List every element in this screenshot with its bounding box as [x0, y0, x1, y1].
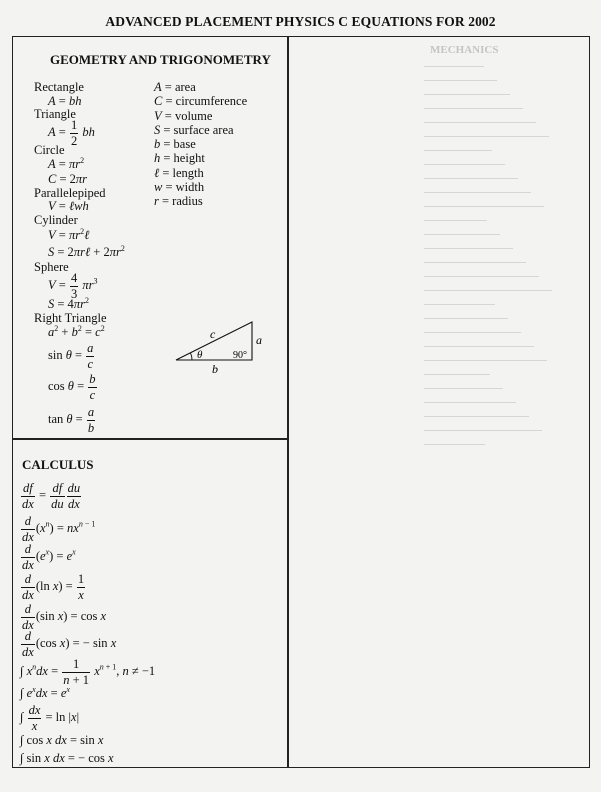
ghost-text-line — [424, 304, 495, 306]
ghost-text-line — [424, 122, 536, 124]
ghost-text-line — [424, 136, 549, 138]
ghost-text-line — [424, 108, 523, 110]
ghost-text-line — [424, 220, 487, 222]
legend-description: = length — [159, 165, 204, 180]
sphere-surface-eq: $S = 4\pi r^2$ — [48, 296, 89, 312]
legend-row — [154, 137, 247, 151]
ghost-text-line — [424, 402, 516, 404]
section-divider — [12, 438, 288, 440]
ghost-text-line — [424, 262, 526, 264]
sphere-volume-eq: V = $\frac{4}{3}$ $\pi r^3$ — [48, 271, 98, 301]
legend-description: = height — [160, 151, 205, 166]
legend-row — [154, 194, 247, 208]
cylinder-surface-eq: S = 2πrℓ + $2\pi r^2$ — [48, 244, 125, 260]
legend-row — [154, 94, 247, 108]
right-triangle-diagram — [170, 318, 270, 376]
legend-symbol: C — [154, 94, 163, 109]
geometry-heading: GEOMETRY AND TRIGONOMETRY — [50, 52, 271, 67]
faded-mechanics-heading: MECHANICS — [430, 44, 499, 56]
legend-description: = volume — [161, 108, 213, 123]
legend-symbol: S — [154, 122, 161, 137]
parallelepiped-volume-eq: V = ℓwh — [48, 199, 89, 213]
legend-symbol: h — [154, 151, 161, 166]
ghost-text-line — [424, 416, 529, 418]
legend-symbol: ℓ — [154, 165, 160, 180]
right-triangle-label: Right Triangle — [34, 311, 107, 325]
sin-derivative-eq: $\frac{d}{dx}$ (sin x) = cos x — [22, 602, 107, 632]
ghost-text-line — [424, 346, 534, 348]
ghost-text-line — [424, 66, 484, 68]
rectangle-label: Rectangle — [34, 80, 84, 94]
sin-integral-eq: ∫ sin x dx = − cos x — [20, 751, 114, 765]
ghost-text-line — [424, 206, 544, 208]
circle-area-eq: $A = \pi r^2$ — [48, 156, 85, 172]
ghost-text-line — [424, 94, 510, 96]
circle-label: Circle — [34, 143, 65, 157]
legend-description: = width — [162, 180, 205, 195]
ghost-text-line — [424, 178, 518, 180]
cylinder-volume-eq: $V = \pi r^2\ell$ — [48, 227, 90, 243]
pythagorean-eq: $a^2 + b^2 = c^2$ — [48, 324, 105, 340]
faded-mechanics-column — [296, 44, 586, 764]
ln-derivative-eq: $\frac{d}{dx}$ (ln x) = $\frac{1}{x}$ — [22, 572, 85, 602]
legend-description: = circumference — [162, 94, 248, 109]
legend-row — [154, 123, 247, 137]
theta-label: θ — [197, 349, 203, 361]
side-a-label: a — [256, 333, 262, 347]
ghost-text-line — [424, 444, 485, 446]
right-angle-label: 90° — [233, 350, 247, 361]
legend-row — [154, 180, 247, 194]
legend-row — [154, 151, 247, 165]
page-title: ADVANCED PLACEMENT PHYSICS C EQUATIONS FOR 2002 — [105, 14, 496, 29]
power-integral-eq: ∫ $x^ndx$ = $\frac{1}{n + 1}$ $x^{n + 1}$, n ≠ −1 — [20, 657, 156, 687]
ghost-text-line — [424, 318, 508, 320]
reciprocal-integral-eq: ∫ $\frac{dx}{x}$ = ln |x| — [20, 703, 80, 733]
ghost-text-line — [424, 374, 490, 376]
ghost-text-line — [424, 276, 539, 278]
cosine-eq: cos θ = $\frac{b}{c}$ — [48, 372, 96, 402]
ghost-text-line — [424, 290, 552, 292]
legend-row — [154, 166, 247, 180]
legend-symbol: r — [154, 194, 159, 209]
ghost-text-line — [424, 192, 531, 194]
legend-description: = radius — [158, 194, 203, 209]
rectangle-area-eq: A = bh — [48, 94, 82, 108]
ghost-text-line — [424, 430, 542, 432]
ghost-text-line — [424, 80, 497, 82]
sphere-label: Sphere — [34, 260, 69, 274]
legend-symbol: V — [154, 108, 162, 123]
side-c-label: c — [210, 327, 216, 341]
ghost-text-line — [424, 150, 492, 152]
parallelepiped-label: Parallelepiped — [34, 186, 106, 200]
cos-integral-eq: ∫ cos x dx = sin x — [20, 733, 104, 747]
ghost-text-line — [424, 388, 503, 390]
circle-circumference-eq: C = 2πr — [48, 172, 88, 186]
legend-description: = base — [160, 137, 196, 152]
column-divider — [287, 36, 289, 768]
cos-derivative-eq: $\frac{d}{dx}$ (cos x) = − sin x — [22, 629, 117, 659]
ghost-text-line — [424, 332, 521, 334]
power-rule-eq: $\frac{d}{dx}$ $(x^n) = nx^{n - 1}$ — [22, 514, 96, 544]
exp-derivative-eq: $\frac{d}{dx}$ $(e^x) = e^x$ — [22, 542, 76, 572]
legend-symbol: b — [154, 137, 161, 152]
legend-row — [154, 109, 247, 123]
sine-eq: sin θ = $\frac{a}{c}$ — [48, 341, 94, 371]
tangent-eq: tan θ = $\frac{a}{b}$ — [48, 405, 95, 435]
legend-description: = area — [161, 80, 196, 94]
ghost-text-line — [424, 248, 513, 250]
chain-rule-eq: $\frac{df}{dx}$ = $\frac{df}{du}$ $\frac{du}{dx}$ — [22, 481, 81, 511]
triangle-area-eq: A = $\frac{1}{2}$ bh — [48, 118, 95, 148]
calculus-heading: CALCULUS — [22, 457, 94, 472]
side-b-label: b — [212, 362, 218, 376]
legend-row — [154, 80, 247, 94]
ghost-text-line — [424, 164, 505, 166]
legend-symbol: w — [154, 180, 163, 195]
legend-description: = surface area — [160, 122, 234, 137]
exp-integral-eq: ∫ $e^xdx = e^x$ — [20, 685, 70, 701]
legend-symbol: A — [154, 80, 162, 94]
ghost-text-line — [424, 234, 500, 236]
ghost-text-line — [424, 360, 547, 362]
cylinder-label: Cylinder — [34, 213, 78, 227]
triangle-label: Triangle — [34, 107, 76, 121]
variable-legend — [154, 80, 247, 209]
